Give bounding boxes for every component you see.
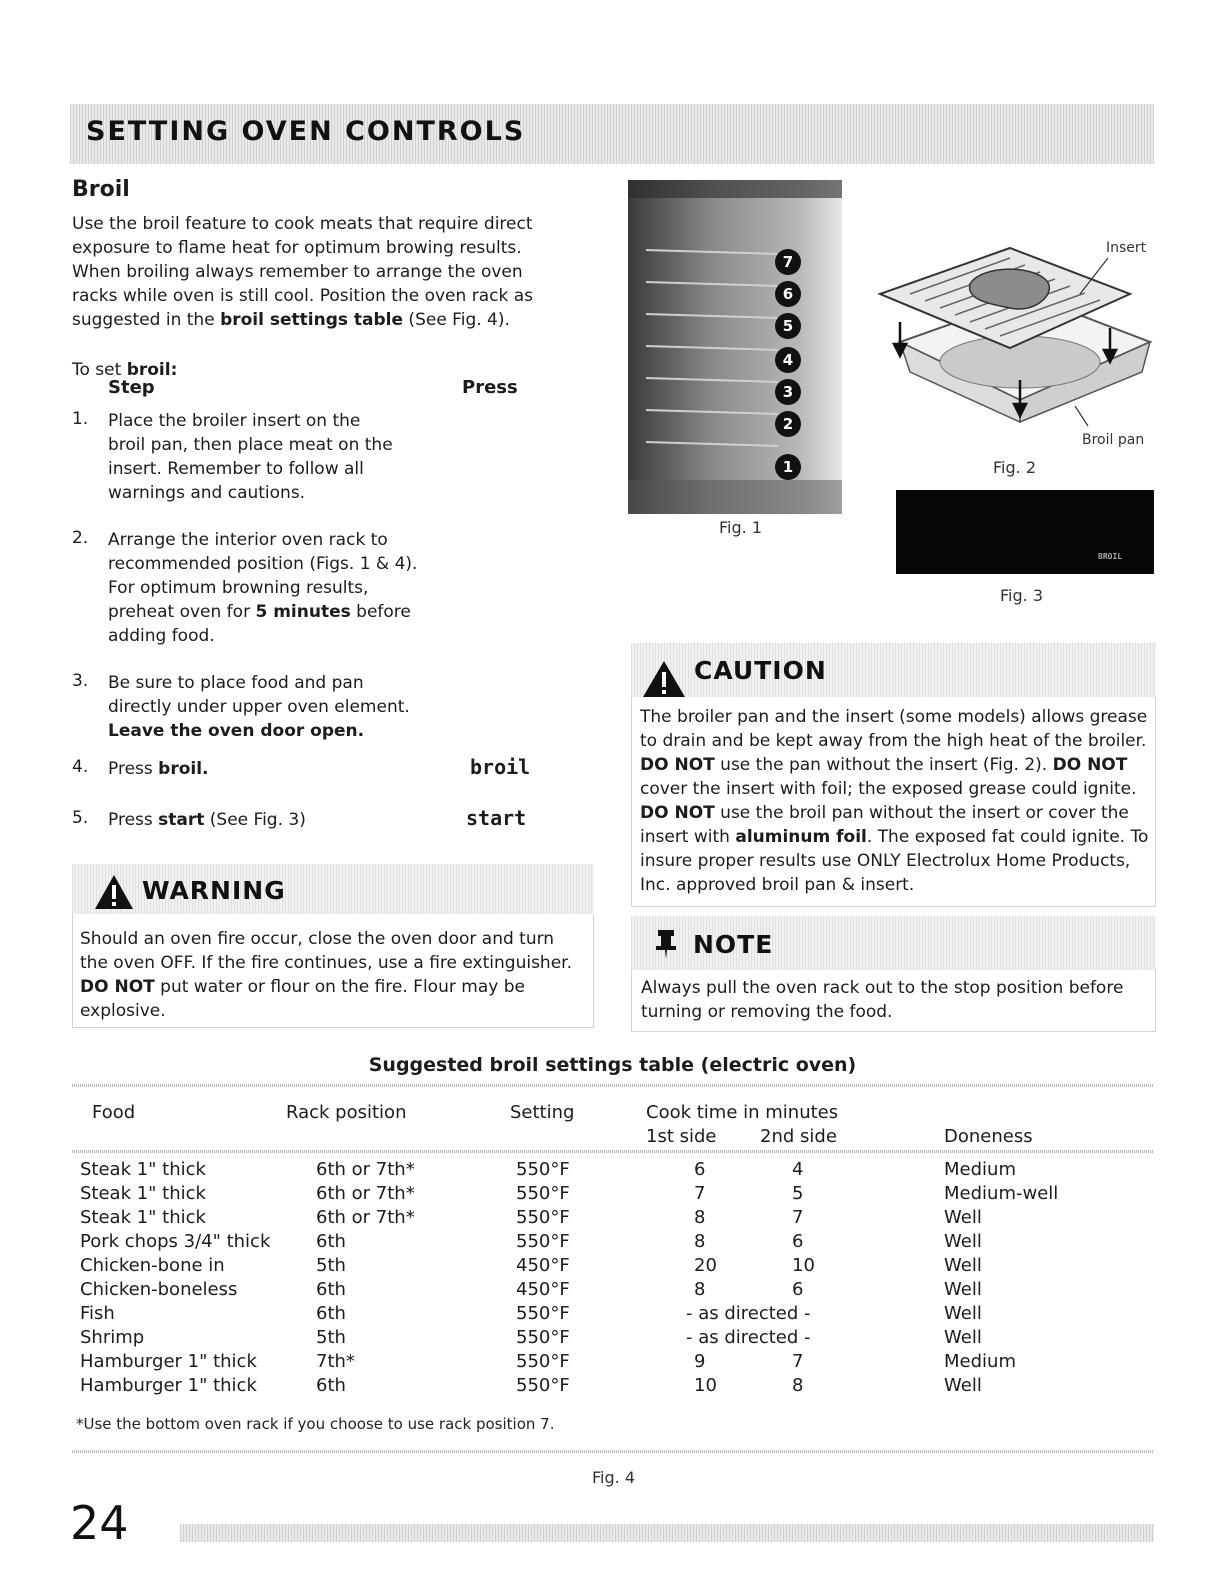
broil-table-title: Suggested broil settings table (electric oven) <box>368 1054 857 1076</box>
cell-rack-position: 6th <box>316 1279 346 1300</box>
oven-rack-positions-figure <box>628 180 842 514</box>
step-4-bold: broil. <box>158 759 209 779</box>
header-cook-time: Cook time in minutes <box>646 1102 839 1123</box>
step-2-bold: 5 minutes <box>255 602 351 622</box>
caution-bold: DO NOT <box>640 755 715 775</box>
to-set-bold: broil: <box>126 360 178 380</box>
cell-doneness: Medium <box>944 1351 1016 1372</box>
table-row <box>0 1206 1225 1230</box>
caution-bold: DO NOT <box>1052 755 1128 775</box>
header-doneness: Doneness <box>944 1126 1033 1147</box>
rack-position-label: 1 <box>782 458 794 476</box>
table-header-rule <box>72 1150 1154 1153</box>
table-row <box>0 1302 1225 1326</box>
cell-doneness: Well <box>944 1303 982 1324</box>
cell-food: Steak 1" thick <box>80 1183 206 1204</box>
table-row <box>0 1254 1225 1278</box>
note-title: NOTE <box>693 930 774 959</box>
cell-setting: 450°F <box>516 1255 570 1276</box>
insert-label: Insert <box>1106 240 1147 256</box>
step-number: 4. <box>72 757 89 777</box>
cell-second-side: 7 <box>792 1207 804 1228</box>
cell-doneness: Well <box>944 1255 982 1276</box>
step-5-text: Press <box>108 810 159 830</box>
cell-doneness: Well <box>944 1375 982 1396</box>
rack-position-label: 4 <box>782 351 794 369</box>
broil-key-label: BROIL <box>1098 552 1123 561</box>
broil-pan-insert-figure <box>870 222 1160 458</box>
press-broil-key: broil <box>470 755 531 779</box>
table-row <box>0 1182 1225 1206</box>
warning-text-1: Should an oven fire occur, close the oven door and turn the oven OFF. If the fire continues, use a fire extinguisher. <box>80 929 572 973</box>
caution-text-part: use the pan without the insert (Fig. 2). <box>714 755 1053 775</box>
cell-setting: 550°F <box>516 1183 570 1204</box>
cell-second-side: 7 <box>792 1351 804 1372</box>
table-row <box>0 1278 1225 1302</box>
table-footnote: *Use the bottom oven rack if you choose to use rack position 7. <box>76 1415 555 1433</box>
fig4-caption: Fig. 4 <box>592 1468 635 1487</box>
caution-title: CAUTION <box>694 656 827 685</box>
fig1-caption: Fig. 1 <box>719 518 762 537</box>
header-setting: Setting <box>510 1102 575 1123</box>
cell-setting: 550°F <box>516 1159 570 1180</box>
caution-bold: DO NOT <box>640 803 715 823</box>
table-row <box>0 1230 1225 1254</box>
fig3-caption: Fig. 3 <box>1000 586 1043 605</box>
warning-text <box>80 927 586 1023</box>
cell-second-side: 4 <box>792 1159 804 1180</box>
cell-first-side: 8 <box>694 1279 706 1300</box>
caution-bold: aluminum foil <box>735 827 867 847</box>
cell-first-side: 9 <box>694 1351 706 1372</box>
cell-setting: 550°F <box>516 1231 570 1252</box>
step-column-header: Step <box>108 377 155 398</box>
pushpin-icon <box>652 928 680 960</box>
rack-position-label: 7 <box>782 253 794 271</box>
cell-food: Chicken-bone in <box>80 1255 225 1276</box>
warning-title: WARNING <box>142 876 286 905</box>
cell-setting: 550°F <box>516 1207 570 1228</box>
to-set-prefix: To set <box>72 360 127 380</box>
table-row <box>0 1350 1225 1374</box>
cell-food: Steak 1" thick <box>80 1159 206 1180</box>
table-row <box>0 1326 1225 1350</box>
cell-first-side: 7 <box>694 1183 706 1204</box>
cell-first-side: 20 <box>694 1255 717 1276</box>
cell-cook-time-note: - as directed - <box>686 1327 811 1348</box>
cell-second-side: 6 <box>792 1279 804 1300</box>
caution-triangle-icon <box>642 660 686 698</box>
cell-food: Pork chops 3/4" thick <box>80 1231 271 1252</box>
broil-table-body <box>0 1158 1225 1402</box>
warning-text-2: put water or flour on the fire. Flour may be explosive. <box>80 977 525 1021</box>
cell-doneness: Medium <box>944 1159 1016 1180</box>
step-5-text-after: (See Fig. 3) <box>204 810 306 830</box>
step-3-text: Be sure to place food and pan directly under upper oven element. <box>108 673 410 717</box>
cell-cook-time-note: - as directed - <box>686 1303 811 1324</box>
press-column-header: Press <box>462 377 518 398</box>
cell-food: Steak 1" thick <box>80 1207 206 1228</box>
step-text <box>108 528 433 648</box>
cell-setting: 450°F <box>516 1279 570 1300</box>
cell-doneness: Well <box>944 1231 982 1252</box>
warning-triangle-icon <box>94 874 134 910</box>
section-title: SETTING OVEN CONTROLS <box>86 116 526 147</box>
step-number: 1. <box>72 409 89 429</box>
cell-rack-position: 7th* <box>316 1351 355 1372</box>
rack-position-label: 6 <box>782 285 794 303</box>
header-second-side: 2nd side <box>760 1126 837 1147</box>
intro-text: Use the broil feature to cook meats that require direct exposure to flame heat for optimum browing results. When broiling always remember to arrange the oven racks while oven is still cool. Position the oven rack as suggested in the <box>72 214 533 330</box>
step-number: 2. <box>72 528 89 548</box>
table-row <box>0 1374 1225 1398</box>
cell-setting: 550°F <box>516 1375 570 1396</box>
table-bottom-rule <box>72 1450 1154 1453</box>
cell-doneness: Medium-well <box>944 1183 1059 1204</box>
step-4-text: Press <box>108 759 159 779</box>
cell-second-side: 10 <box>792 1255 815 1276</box>
cell-rack-position: 6th <box>316 1303 346 1324</box>
cell-food: Chicken-boneless <box>80 1279 238 1300</box>
cell-rack-position: 6th or 7th* <box>316 1183 415 1204</box>
cell-doneness: Well <box>944 1279 982 1300</box>
press-start-key: start <box>466 806 527 830</box>
cell-rack-position: 6th <box>316 1375 346 1396</box>
cell-rack-position: 6th or 7th* <box>316 1207 415 1228</box>
footer-band <box>180 1524 1154 1542</box>
caution-text <box>640 705 1150 897</box>
step-5-bold: start <box>158 810 205 830</box>
caution-text-part: cover the insert with foil; the exposed grease could ignite. <box>640 779 1137 799</box>
step-text <box>108 671 418 743</box>
cell-rack-position: 5th <box>316 1327 346 1348</box>
cell-doneness: Well <box>944 1327 982 1348</box>
rack-position-label: 2 <box>782 415 794 433</box>
cell-first-side: 8 <box>694 1207 706 1228</box>
cell-second-side: 8 <box>792 1375 804 1396</box>
cell-second-side: 5 <box>792 1183 804 1204</box>
step-2-text-after: before adding food. <box>108 602 411 646</box>
step-1-text: Place the broiler insert on the broil pan, then place meat on the insert. Remember to follow all warnings and cautions. <box>108 411 393 503</box>
cell-doneness: Well <box>944 1207 982 1228</box>
broil-intro <box>72 212 572 332</box>
step-3-bold: Leave the oven door open. <box>108 721 365 741</box>
broil-pan-label: Broil pan <box>1082 432 1145 448</box>
table-row <box>0 1158 1225 1182</box>
header-rack-position: Rack position <box>286 1102 407 1123</box>
step-text <box>108 409 398 505</box>
intro-bold: broil settings table <box>220 310 404 330</box>
intro-text-end: (See Fig. 4). <box>403 310 510 330</box>
cell-first-side: 10 <box>694 1375 717 1396</box>
cell-rack-position: 6th <box>316 1231 346 1252</box>
step-text <box>108 808 448 832</box>
rack-position-label: 3 <box>782 383 794 401</box>
page-number: 24 <box>70 1496 129 1550</box>
control-panel-figure <box>896 490 1154 574</box>
step-number: 3. <box>72 671 89 691</box>
step-2-text: Arrange the interior oven rack to recommended position (Figs. 1 & 4). For optimum browning results, preheat oven for <box>108 530 418 622</box>
cell-food: Hamburger 1" thick <box>80 1351 257 1372</box>
cell-food: Hamburger 1" thick <box>80 1375 257 1396</box>
cell-first-side: 8 <box>694 1231 706 1252</box>
cell-food: Fish <box>80 1303 115 1324</box>
warning-bold: DO NOT <box>80 977 155 997</box>
table-top-rule <box>72 1084 1154 1087</box>
note-text: Always pull the oven rack out to the stop position before turning or removing the food. <box>641 978 1124 1022</box>
step-number: 5. <box>72 808 89 828</box>
cell-first-side: 6 <box>694 1159 706 1180</box>
caution-text-part: use the broil pan without the insert or cover the insert with <box>640 803 1129 847</box>
broil-heading: Broil <box>72 177 130 202</box>
step-text <box>108 757 448 781</box>
caution-text-part: The broiler pan and the insert (some models) allows grease to drain and be kept away from the high heat of the broiler. <box>640 707 1148 751</box>
fig2-caption: Fig. 2 <box>993 458 1036 477</box>
cell-setting: 550°F <box>516 1351 570 1372</box>
cell-second-side: 6 <box>792 1231 804 1252</box>
cell-setting: 550°F <box>516 1327 570 1348</box>
header-first-side: 1st side <box>646 1126 717 1147</box>
caution-text-part: . The exposed fat could ignite. To insure proper results use ONLY Electrolux Home Products, Inc. approved broil pan & insert. <box>640 827 1149 895</box>
cell-rack-position: 6th or 7th* <box>316 1159 415 1180</box>
cell-rack-position: 5th <box>316 1255 346 1276</box>
header-food: Food <box>92 1102 136 1123</box>
cell-food: Shrimp <box>80 1327 145 1348</box>
rack-position-label: 5 <box>782 317 794 335</box>
cell-setting: 550°F <box>516 1303 570 1324</box>
